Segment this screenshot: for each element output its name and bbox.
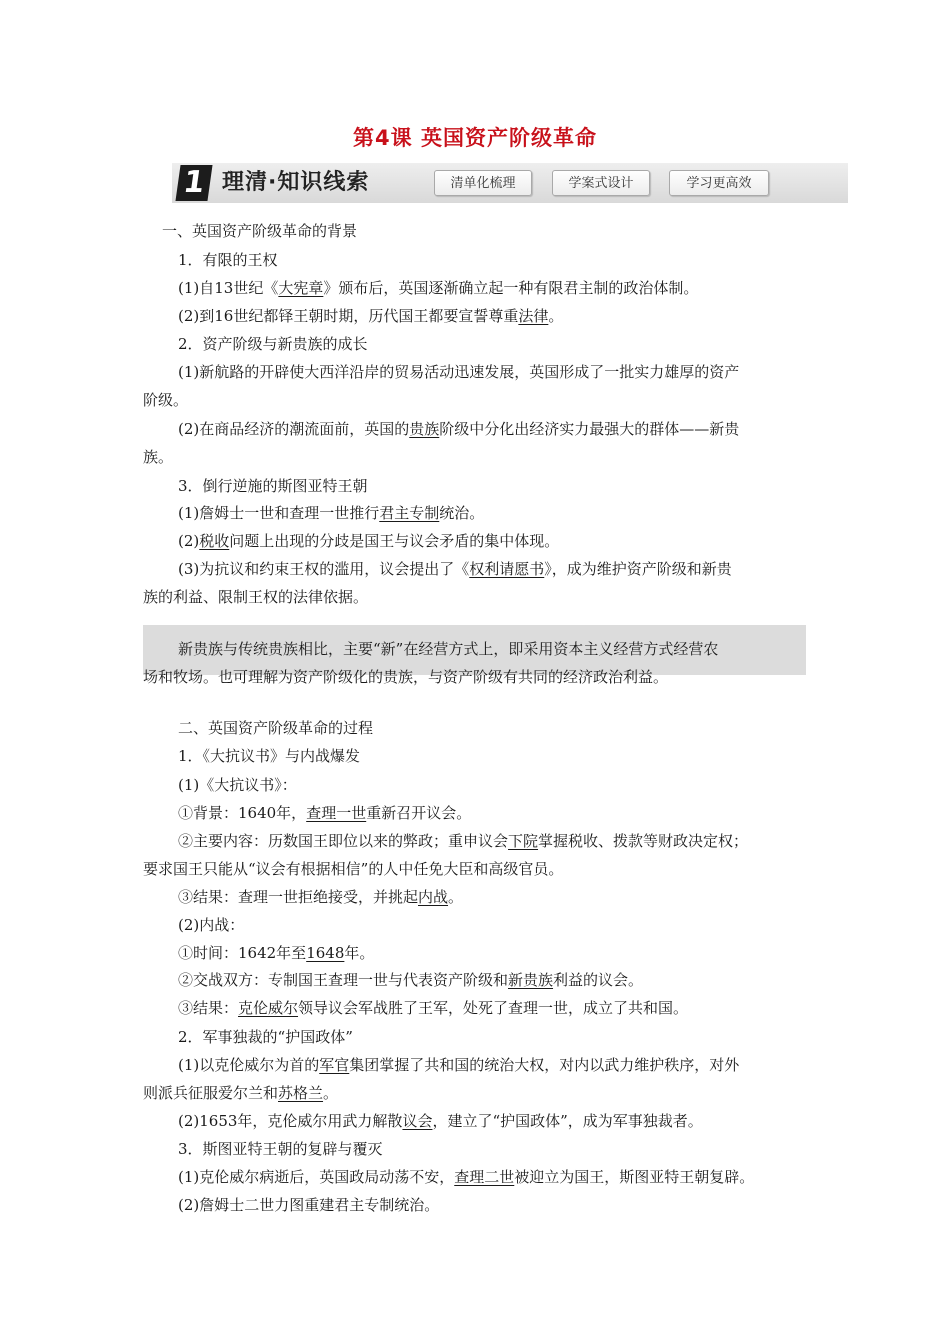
answer-blank: 法律 [518,307,549,325]
text-line: ②交战双方：专制国王查理一世与代表资产阶级和新贵族利益的议会。 [178,971,644,989]
answer-blank: 贵族 [409,420,440,438]
text-line: ③结果：克伦威尔领导议会军战胜了王军，处死了查理一世，成立了共和国。 [178,999,689,1017]
answer-blank: 查理二世 [454,1168,515,1186]
answer-blank: 1648 [306,944,345,962]
section-banner [172,163,848,203]
text-line: 一、英国资产阶级革命的背景 [162,222,358,240]
answer-blank: 查理一世 [306,804,367,822]
text-line: (2)内战： [178,916,245,934]
text-line: 3．斯图亚特王朝的复辟与覆灭 [178,1140,383,1158]
text-line: 二、英国资产阶级革命的过程 [178,719,374,737]
answer-blank: 大宪章 [278,279,324,297]
page-title: 第4课 英国资产阶级革命 [353,126,597,150]
text-line: (2)詹姆士二世力图重建君主专制统治。 [178,1196,440,1214]
text-line: ②主要内容：历数国王即位以来的弊政；重申议会下院掌握税收、拨款等财政决定权； [178,832,749,850]
text-line: 阶级。 [143,391,189,409]
text-line: (1)以克伦威尔为首的军官集团掌握了共和国的统治大权，对内以武力维护秩序，对外 [178,1056,740,1074]
text-line: 要求国王只能从“议会有根据相信”的人中任免大臣和高级官员。 [143,860,564,878]
text-line: (1)《大抗议书》： [178,776,297,794]
section-heading: 理清·知识线索 [222,170,370,195]
efficient-learning-button[interactable]: 学习更高效 [669,170,769,196]
text-line: 则派兵征服爱尔兰和苏格兰。 [143,1084,339,1102]
text-line: (1)詹姆士一世和查理一世推行君主专制统治。 [178,504,485,522]
answer-blank: 税收 [199,532,230,550]
text-line: (2)1653年，克伦威尔用武力解散议会，建立了“护国政体”，成为军事独裁者。 [178,1112,703,1130]
answer-blank: 君主专制 [379,504,440,522]
answer-blank: 下院 [508,832,539,850]
text-line: (2)到16世纪都铎王朝时期，历代国王都要宣誓尊重法律。 [178,307,564,325]
answer-blank: 克伦威尔 [238,999,299,1017]
text-line: 场和牧场。也可理解为资产阶级化的贵族，与资产阶级有共同的经济政治利益。 [143,668,669,686]
text-line: (1)自13世纪《大宪章》颁布后，英国逐渐确立起一种有限君主制的政治体制。 [178,279,699,297]
text-line: 3．倒行逆施的斯图亚特王朝 [178,477,368,495]
text-line: 2．军事独裁的“护国政体” [178,1028,353,1046]
checklist-button[interactable]: 清单化梳理 [434,170,532,196]
text-line: (2)税收问题上出现的分歧是国王与议会矛盾的集中体现。 [178,532,560,550]
text-line: 族的利益、限制王权的法律依据。 [143,588,369,606]
text-line: 族。 [143,448,174,466]
text-line: (2)在商品经济的潮流面前，英国的贵族阶级中分化出经济实力最强大的群体——新贵 [178,420,740,438]
text-line: ①背景：1640年，查理一世重新召开议会。 [178,804,472,822]
answer-blank: 议会 [402,1112,433,1130]
text-line: (1)新航路的开辟使大西洋沿岸的贸易活动迅速发展，英国形成了一批实力雄厚的资产 [178,363,740,381]
study-plan-button[interactable]: 学案式设计 [552,170,650,196]
text-line: 新贵族与传统贵族相比，主要“新”在经营方式上，即采用资本主义经营方式经营农 [178,640,719,658]
text-line: ③结果：查理一世拒绝接受，并挑起内战。 [178,888,464,906]
text-line: (3)为抗议和约束王权的滥用，议会提出了《权利请愿书》，成为维护资产阶级和新贵 [178,560,732,578]
text-line: 2．资产阶级与新贵族的成长 [178,335,368,353]
answer-blank: 内战 [418,888,449,906]
text-line: 1．有限的王权 [178,251,278,269]
text-line: 1．《大抗议书》与内战爆发 [178,747,361,765]
text-line: ①时间：1642年至1648年。 [178,944,375,962]
answer-blank: 苏格兰 [278,1084,324,1102]
section-number-badge: 1 [175,165,212,201]
text-line: (1)克伦威尔病逝后，英国政局动荡不安，查理二世被迎立为国王，斯图亚特王朝复辟。 [178,1168,755,1186]
answer-blank: 军官 [319,1056,350,1074]
answer-blank: 权利请愿书 [469,560,545,578]
answer-blank: 新贵族 [508,971,554,989]
